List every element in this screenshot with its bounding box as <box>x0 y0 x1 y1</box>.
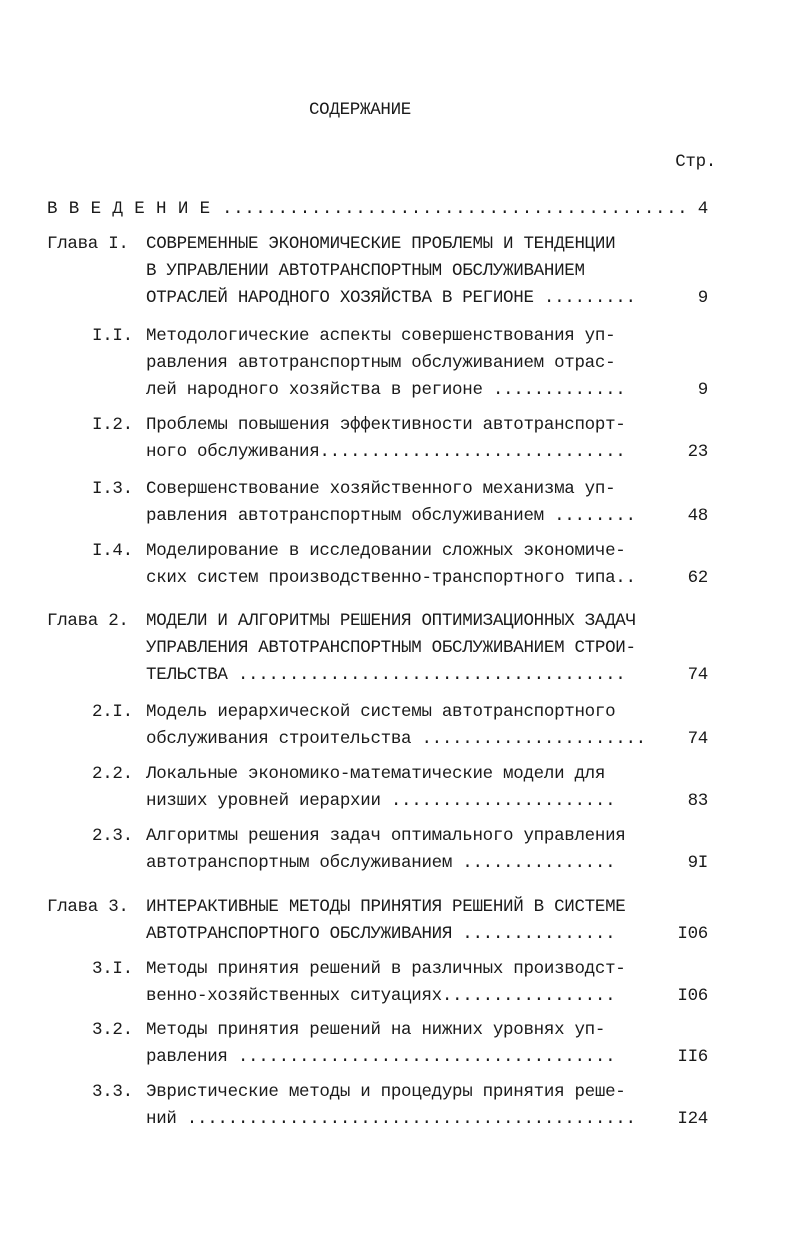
toc-entry-label: I.3. <box>92 479 133 499</box>
toc-entry-label: 2.I. <box>92 702 133 722</box>
toc-entry-line: низших уровней иерархии ...................... <box>146 791 616 811</box>
toc-entry-line: Эвристические методы и процедуры принятия реше- <box>146 1082 626 1102</box>
toc-entry-line: АВТОТРАНСПОРТНОГО ОБСЛУЖИВАНИЯ ............... <box>146 924 616 944</box>
toc-entry-line: Локальные экономико-математические модели для <box>146 764 606 784</box>
toc-entry-line: ИНТЕРАКТИВНЫЕ МЕТОДЫ ПРИНЯТИЯ РЕШЕНИЙ В СИСТЕМЕ <box>146 897 626 917</box>
toc-entry-label: I.2. <box>92 415 133 435</box>
toc-entry-line: Алгоритмы решения задач оптимального управления <box>146 826 626 846</box>
toc-entry-label: 3.2. <box>92 1020 133 1040</box>
toc-entry-line: ного обслуживания.............................. <box>146 442 626 462</box>
toc-entry-label: В В Е Д Е Н И Е <box>47 199 211 219</box>
page-title: СОДЕРЖАНИЕ <box>308 100 412 120</box>
toc-entry-page: II6 <box>677 1047 708 1067</box>
toc-entry-label: 2.2. <box>92 764 133 784</box>
toc-entry-line: ских систем производственно-транспортного типа.. <box>146 568 636 588</box>
toc-entry-leader: .......................................... <box>222 199 689 219</box>
toc-entry-line: Проблемы повышения эффективности автотранспорт- <box>146 415 626 435</box>
toc-entry-page: 74 <box>687 665 708 685</box>
toc-entry-label: 3.I. <box>92 959 133 979</box>
toc-entry-line: лей народного хозяйства в регионе ............. <box>146 380 626 400</box>
toc-entry-label: I.4. <box>92 541 133 561</box>
toc-entry-line: равления автотранспортным обслуживанием отрас- <box>146 353 616 373</box>
page-column-label: Стр. <box>675 152 716 172</box>
toc-entry-line: УПРАВЛЕНИЯ АВТОТРАНСПОРТНЫМ ОБСЛУЖИВАНИЕМ СТРОИ- <box>146 638 636 658</box>
toc-entry-line: Методологические аспекты совершенствования уп- <box>146 326 616 346</box>
toc-entry-page: 62 <box>687 568 708 588</box>
toc-entry-page: 74 <box>687 729 708 749</box>
toc-entry-line: венно-хозяйственных ситуациях................. <box>146 986 616 1006</box>
toc-entry-page: I06 <box>677 986 708 1006</box>
toc-entry-line: автотранспортным обслуживанием ............... <box>146 853 616 873</box>
toc-entry-line: СОВРЕМЕННЫЕ ЭКОНОМИЧЕСКИЕ ПРОБЛЕМЫ И ТЕНДЕНЦИИ <box>146 234 616 254</box>
toc-entry-label: I.I. <box>92 326 133 346</box>
toc-entry-label: Глава 3. <box>47 897 129 917</box>
toc-entry-label: 2.3. <box>92 826 133 846</box>
toc-entry-line: МОДЕЛИ И АЛГОРИТМЫ РЕШЕНИЯ ОПТИМИЗАЦИОННЫХ ЗАДАЧ <box>146 611 636 631</box>
toc-entry-page: 9 <box>697 288 708 308</box>
toc-entry-page: 83 <box>687 791 708 811</box>
toc-entry-label: 3.3. <box>92 1082 133 1102</box>
toc-entry-page: 9I <box>687 853 708 873</box>
toc-entry-line: Моделирование в исследовании сложных экономиче- <box>146 541 626 561</box>
toc-entry-line: ОТРАСЛЕЙ НАРОДНОГО ХОЗЯЙСТВА В РЕГИОНЕ ......... <box>146 288 636 308</box>
toc-entry-page: I06 <box>677 924 708 944</box>
toc-entry-label: Глава 2. <box>47 611 129 631</box>
toc-entry-label: Глава I. <box>47 234 129 254</box>
toc-entry-page: 4 <box>697 199 708 219</box>
toc-entry-line: Модель иерархической системы автотранспортного <box>146 702 616 722</box>
toc-entry-line: обслуживания строительства ...................... <box>146 729 646 749</box>
toc-entry-line: ний ............................................ <box>146 1109 636 1129</box>
toc-entry-page: 9 <box>697 380 708 400</box>
toc-entry-page: 23 <box>687 442 708 462</box>
toc-entry-page: I24 <box>677 1109 708 1129</box>
toc-entry-line: равления ..................................... <box>146 1047 616 1067</box>
toc-entry-line: Методы принятия решений на нижних уровнях уп- <box>146 1020 606 1040</box>
toc-entry-line: Совершенствование хозяйственного механизма уп- <box>146 479 616 499</box>
toc-entry-line: Методы принятия решений в различных производст- <box>146 959 626 979</box>
toc-entry-line: В УПРАВЛЕНИИ АВТОТРАНСПОРТНЫМ ОБСЛУЖИВАНИЕМ <box>146 261 585 281</box>
toc-entry-line: ТЕЛЬСТВА ...................................... <box>146 665 626 685</box>
toc-entry-page: 48 <box>687 506 708 526</box>
toc-entry-line: равления автотранспортным обслуживанием ........ <box>146 506 636 526</box>
